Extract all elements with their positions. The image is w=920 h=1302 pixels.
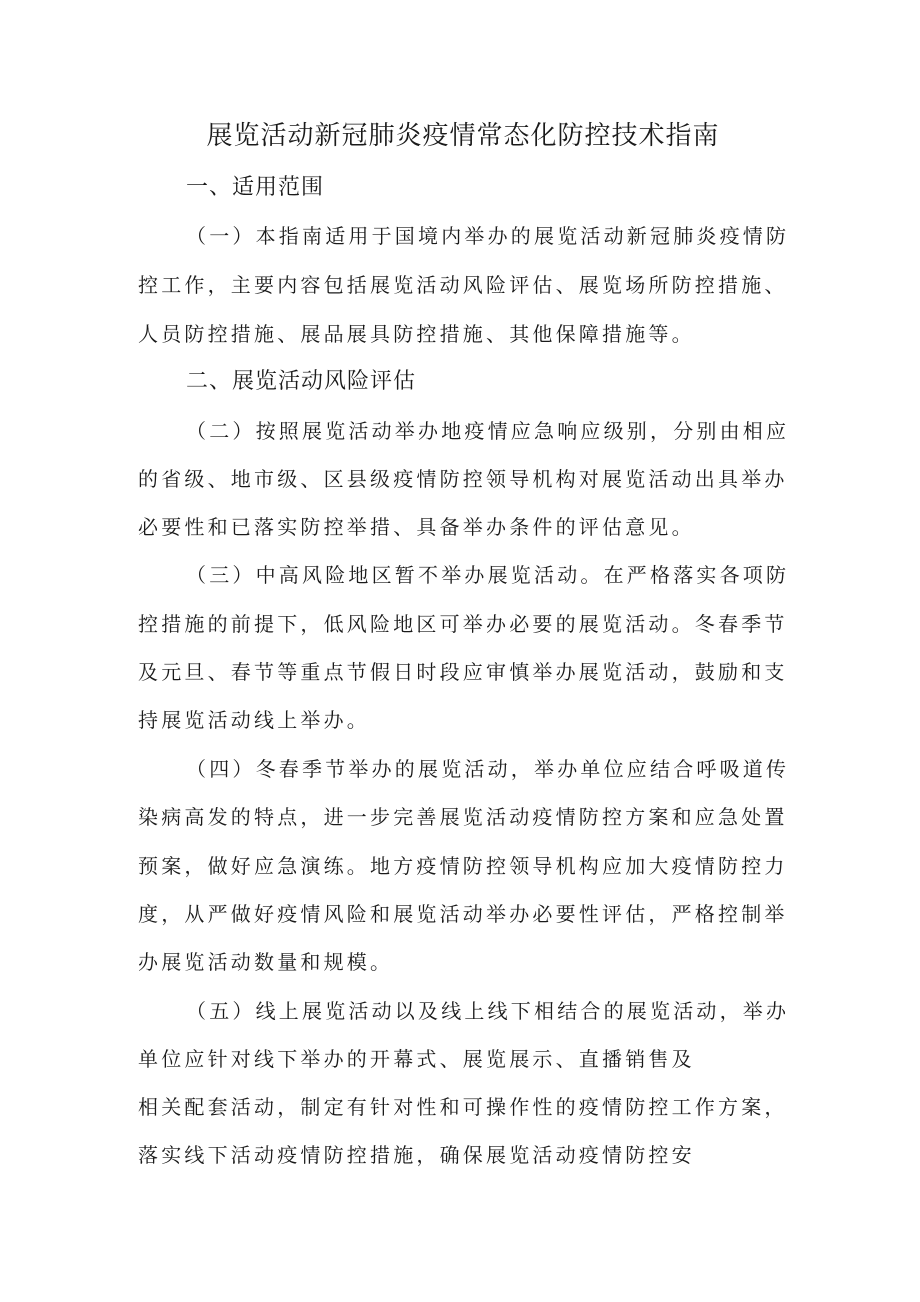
paragraph-line: 人员防控措施、展品展具防控措施、其他保障措施等。 (138, 322, 695, 346)
paragraph-line: （五）线上展览活动以及线上线下相结合的展览活动，举办 (186, 999, 790, 1023)
paragraph-line: 相关配套活动，制定有针对性和可操作性的疫情防控工作方案， (138, 1095, 788, 1119)
paragraph-line: （一）本指南适用于国境内举办的展览活动新冠肺炎疫情防 (186, 224, 790, 248)
paragraph-line: 及元旦、春节等重点节假日时段应审慎举办展览活动，鼓励和支 (138, 660, 788, 684)
paragraph-line: 控措施的前提下，低风险地区可举办必要的展览活动。冬春季节 (138, 612, 788, 636)
section-heading-risk-assessment: 二、展览活动风险评估 (186, 369, 417, 394)
paragraph-line: 持展览活动线上举办。 (138, 708, 370, 732)
paragraph-line: （四）冬春季节举办的展览活动，举办单位应结合呼吸道传 (186, 757, 790, 781)
paragraph-line: 度，从严做好疫情风险和展览活动举办必要性评估，严格控制举 (138, 902, 788, 926)
paragraph-line: 必要性和已落实防控举措、具备举办条件的评估意见。 (138, 515, 695, 539)
paragraph-line: 预案，做好应急演练。地方疫情防控领导机构应加大疫情防控力 (138, 854, 788, 878)
paragraph-line: 办展览活动数量和规模。 (138, 950, 394, 974)
paragraph-line: （二）按照展览活动举办地疫情应急响应级别，分别由相应 (186, 419, 790, 443)
document-title: 展览活动新冠肺炎疫情常态化防控技术指南 (206, 121, 720, 151)
paragraph-line: 染病高发的特点，进一步完善展览活动疫情防控方案和应急处置 (138, 805, 788, 829)
paragraph-line: 的省级、地市级、区县级疫情防控领导机构对展览活动出具举办 (138, 467, 788, 491)
paragraph-line: 单位应针对线下举办的开幕式、展览展示、直播销售及 (138, 1047, 695, 1071)
section-heading-scope: 一、适用范围 (186, 175, 325, 200)
paragraph-line: 落实线下活动疫情防控措施，确保展览活动疫情防控安 (138, 1143, 695, 1167)
paragraph-line: 控工作，主要内容包括展览活动风险评估、展览场所防控措施、 (138, 273, 788, 297)
paragraph-line: （三）中高风险地区暂不举办展览活动。在严格落实各项防 (186, 563, 790, 587)
